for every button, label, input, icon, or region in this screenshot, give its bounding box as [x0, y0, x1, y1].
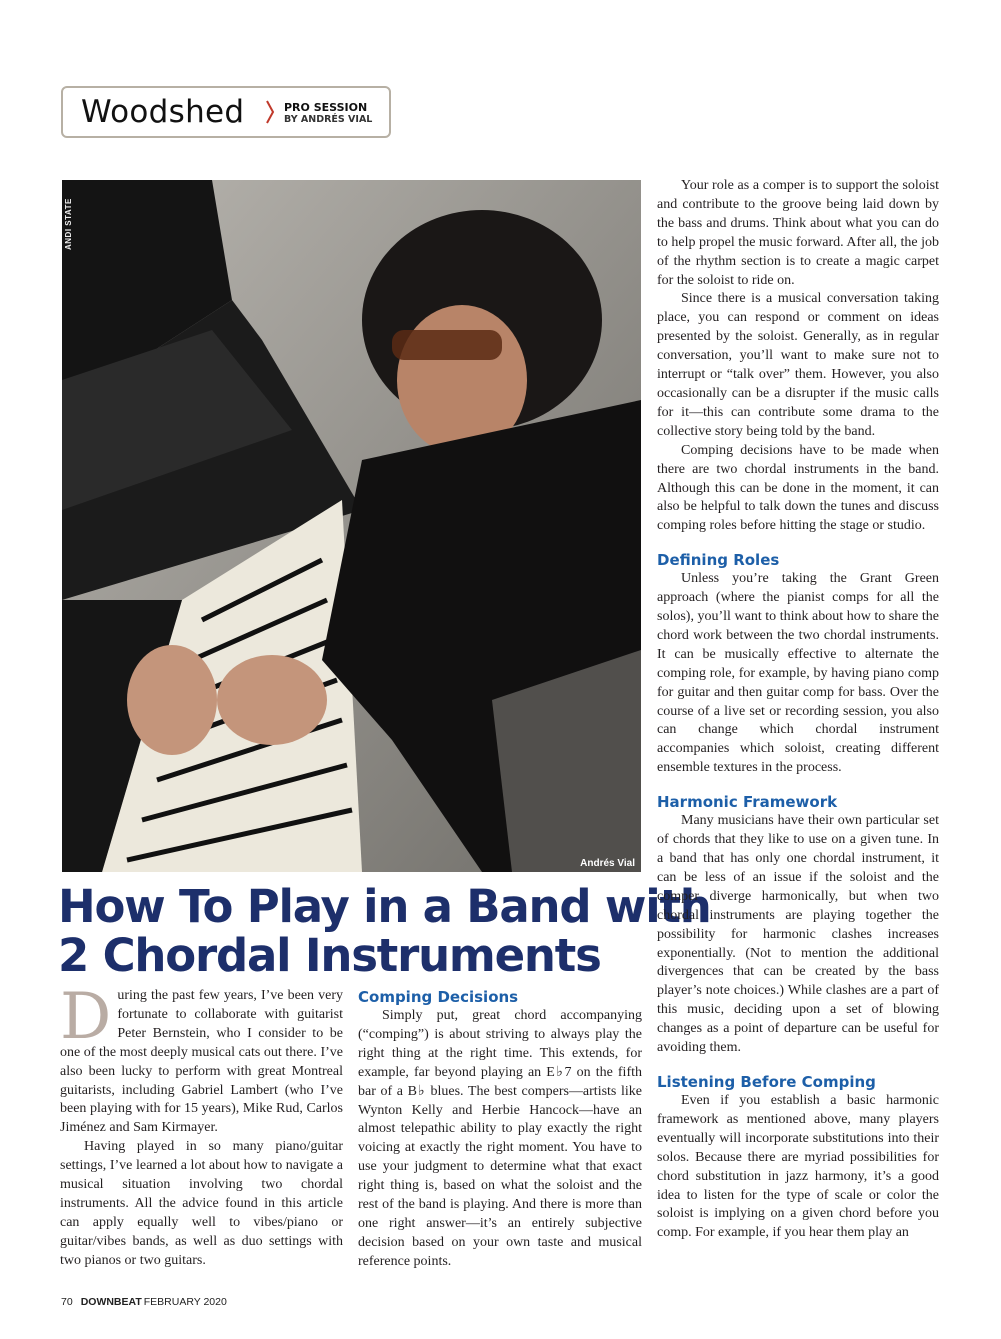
paragraph: Simply put, great chord accompanying (“comping”) is about striving to always play the right thing at the right time. This extends, for example, far beyond playing an E♭7 on the fifth bar of a B♭ blues. The best compers—artists like Wynton Kelly and Herbie Hancock—have an almost telepathic ability to play exactly the right voicing at exactly the right moment. You have to use your judgment to determine what that exact right thing is, based on what the soloist and the rest of the band is playing. And there is more than one right answer—it’s an entirely subjective decision based on your own taste and musical reference points.	[358, 1008, 642, 1269]
subhead-comping-decisions: Comping Decisions	[358, 988, 519, 1006]
magazine-name: DOWNBEAT	[80, 1296, 142, 1308]
chevron-right-icon	[265, 99, 275, 125]
paragraph: During the past few years, I’ve been very fortunate to collaborate with guitarist Peter Bernstein, who I consider to be one of the most deeply musical cats out there. I’ve also been lucky to perform with great Montreal guitarists, including Gabriel Lambert (who I’ve been playing with for 15 years), Mike Rud, Carlos Jiménez and Sam Kirmayer.	[60, 980, 343, 1136]
subhead-defining-roles: Defining Roles	[657, 551, 780, 570]
article-headline	[58, 880, 711, 982]
page-number: 70	[61, 1296, 73, 1308]
paragraph: Your role as a comper is to support the soloist and contribute to the groove being laid down by the bass and drums. Think about what you can do to help propel the music forward. After all, the job of the rhythm section is to create a magic carpet for the soloist to ride on.	[657, 178, 939, 288]
drop-cap: D	[60, 980, 112, 1054]
section-header	[61, 86, 391, 138]
page-footer	[61, 1296, 227, 1308]
subhead-listening-before-comping: Listening Before Comping	[657, 1072, 876, 1091]
photo-credit: ANDI STATE	[64, 198, 73, 250]
series-label: PRO SESSION	[284, 101, 368, 114]
paragraph: Even if you establish a basic harmonic framework as mentioned above, many players eventually will incorporate substitutions into their solos. Because there are myriad possibilities for chord substitution in jazz harmony, it’s a good idea to listen for the type of scale or color the soloist is implying on a given chord before you comp. For example, if you hear them play an	[657, 1092, 939, 1241]
text-column-3	[657, 177, 939, 1243]
paragraph: Unless you’re taking the Grant Green approach (where the pianist comps for all the solos), you’ll want to think about how to share the chord work between the two chordal instruments. It can be musically effective to alternate the comping role, for example, by having piano comp for guitar and then guitar comp for bass. Over the course of a live set or recording session, you also can change which chordal instrument accompanies which soloist, creating different ensemble textures in the process.	[657, 571, 939, 776]
section-title: Woodshed	[81, 94, 245, 130]
paragraph: Since there is a musical conversation taking place, you can respond or comment on ideas presented by the soloist. Generally, as in regular conversation, you’ll want to make sure not to interrupt or “talk over” them. However, you also occasionally can be a disrupter if the music calls for it—this can contribute some drama to the collective story being told by the band.	[657, 291, 939, 439]
text-column-2	[358, 987, 642, 1272]
paragraph: Many musicians have their own particular set of chords that they like to use on a given tune. In a band that has only one chordal instrument, it can be less of an issue if the soloist and the comper diverge harmonically, but when two chordal instruments are playing together the possibility for harmonic clashes increases exponentially. (Not to mention the additional divergences that can be created by the bass player’s note choices.) While clashes are a part of this music, deciding upon a set of blowing changes as a point of departure can be useful for avoiding them.	[657, 813, 939, 1056]
paragraph: Comping decisions have to be made when there are two chordal instruments in the band. Although this can be done in the moment, it can also be helpful to talk down the tunes and discuss comping roles before hitting the stage or studio.	[657, 442, 939, 534]
headline-line-1: How To Play in a Band with	[58, 880, 711, 933]
text-column-1	[60, 980, 343, 1271]
byline: BY ANDRÉS VIAL	[284, 114, 373, 125]
article-photo	[62, 180, 641, 872]
pianist-photo-illustration	[62, 180, 641, 872]
subhead-harmonic-framework: Harmonic Framework	[657, 793, 838, 812]
headline-line-2: 2 Chordal Instruments	[58, 929, 601, 982]
paragraph: Having played in so many piano/guitar settings, I’ve learned a lot about how to navigate a musical situation involving two chordal instruments. All the advice found in this article can apply equally well to vibes/piano or guitar/vibes bands, as well as duo settings with two pianos or two guitars.	[60, 1139, 343, 1268]
photo-caption: Andrés Vial	[580, 858, 635, 869]
issue-date: FEBRUARY 2020	[143, 1296, 227, 1308]
